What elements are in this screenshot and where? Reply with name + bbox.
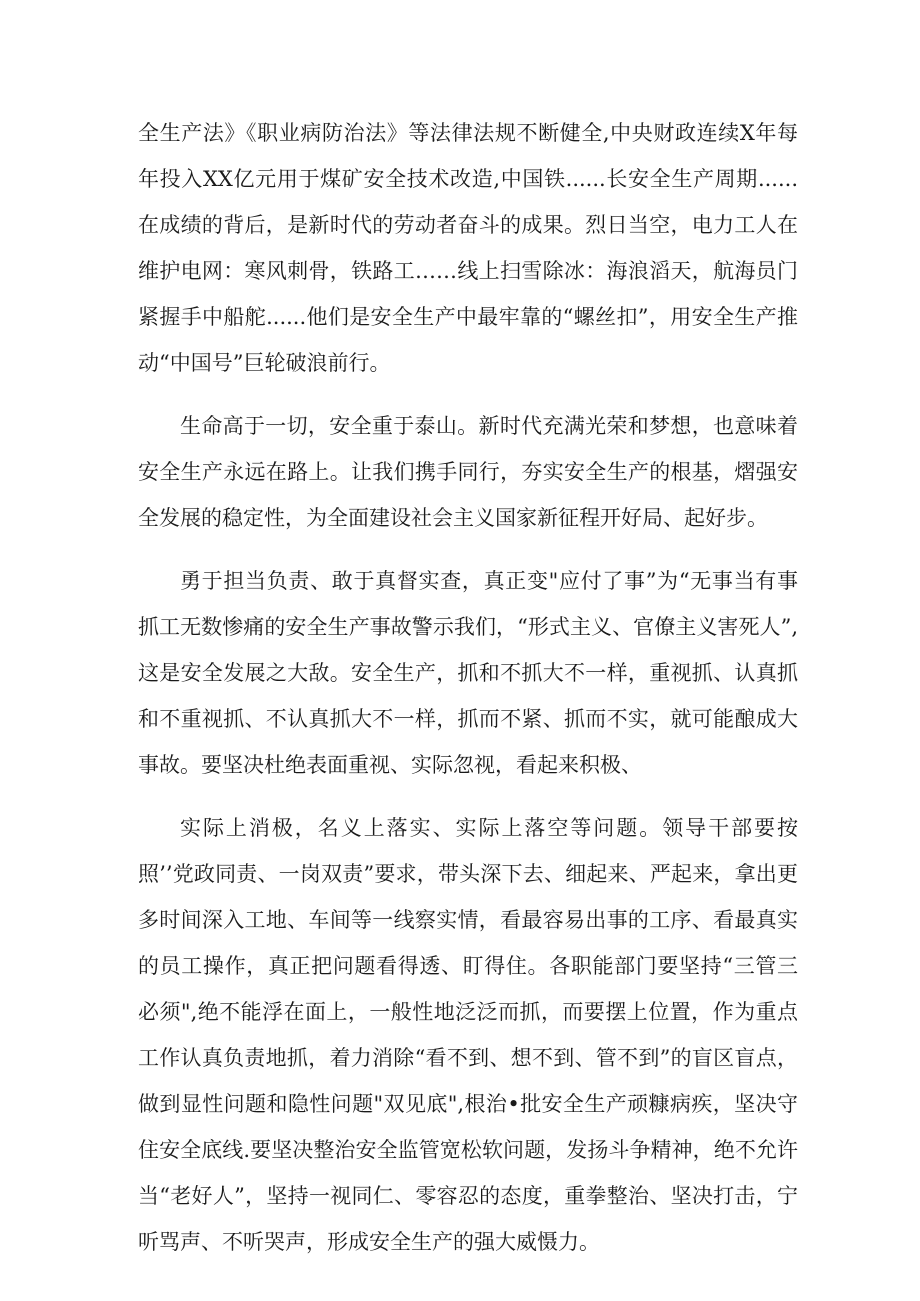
paragraph-4: 实际上消极，名义上落实、实际上落空等问题。领导干部要按照’’党政同责、一岗双责”要求，带头深下去、细起来、严起来，拿出更多时间深入工地、车间等一线察实情，看最容易出事的工序、看最真实的员工操作，真正把问题看得透、盯得住。各职能部门要坚持“三管三必须",绝不能浮在面上，一般性地泛泛而抓，而要摆上位置，作为重点工作认真负责地抓，着力消除“看不到、想不到、管不到”的盲区盲点，做到显性问题和隐性问题"双见底",根治•批安全生产顽糠病疾，坚决守住安全底线.要坚决整治安全监管宽松软问题，发扬斗争精神，绝不允许当“老好人”，坚持一视同仁、零容忍的态度，重拳整治、坚决打击，宁听骂声、不听哭声，形成安全生产的强大威慑力。 <box>138 816 798 1254</box>
paragraph-3: 勇于担当负责、敢于真督实查，真正变"应付了事”为“无事当有事抓工无数惨痛的安全生产事故警示我们，“形式主义、官僚主义害死人”,这是安全发展之大敌。安全生产，抓和不抓大不一样，重视抓、认真抓和不重视抓、不认真抓大不一样，抓而不紧、抓而不实，就可能酿成大事故。要坚决杜绝表面重视、实际忽视，看起来积极、 <box>138 569 798 777</box>
document-body <box>138 110 798 1282</box>
paragraph-1: 全生产法》《职业病防治法》等法律法规不断健全,中央财政连续X年每年投入XX亿元用于煤矿安全技术改造,中国铁......长安全生产周期......在成绩的背后，是新时代的劳动者奋斗的成果。烈日当空，电力工人在维护电网：寒风刺骨，铁路工……线上扫雪除冰：海浪滔天，航海员门紧握手中船舵......他们是安全生产中最牢靠的“螺丝扣”，用安全生产推动“中国号”巨轮破浪前行。 <box>138 121 798 375</box>
paragraph-2: 生命高于一切，安全重于泰山。新时代充满光荣和梦想，也意味着安全生产永远在路上。让我们携手同行，夯实安全生产的根基，熠强安全发展的稳定性，为全面建设社会主义国家新征程开好局、起好步。 <box>138 414 798 530</box>
